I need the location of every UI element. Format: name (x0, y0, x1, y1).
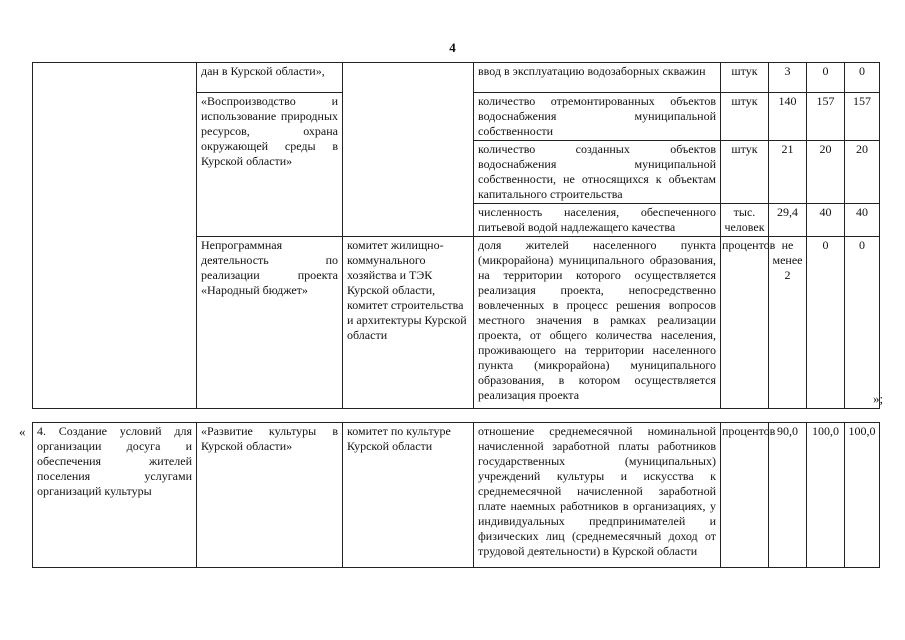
value-cell: не менее 2 (769, 237, 807, 409)
responsible-cell: комитет жилищно-коммунального хозяйства и ТЭК Курской области, комитет строительства и архитектуры Курской области (343, 237, 474, 409)
value-cell: 0 (845, 237, 880, 409)
value-cell: 20 (807, 141, 845, 204)
unit-cell: штук (721, 141, 769, 204)
program-cell: «Развитие культуры в Курской области» (197, 423, 343, 568)
value-cell: 40 (845, 204, 880, 237)
value-cell: 0 (845, 63, 880, 93)
value-cell: 3 (769, 63, 807, 93)
unit-cell: процентов (721, 237, 769, 409)
value-cell: 90,0 (769, 423, 807, 568)
indicator-cell: количество отремонтированных объектов водоснабжения муниципальной собственности (474, 93, 721, 141)
responsible-cell: комитет по культуре Курской области (343, 423, 474, 568)
value-cell: 0 (807, 63, 845, 93)
value-cell: 100,0 (807, 423, 845, 568)
unit-cell: штук (721, 63, 769, 93)
responsible-cell (343, 63, 474, 237)
indicator-cell: численность населения, обеспеченного питьевой водой надлежащего качества (474, 204, 721, 237)
unit-cell: тыс. человек (721, 204, 769, 237)
value-cell: 157 (845, 93, 880, 141)
page-number: 4 (449, 40, 456, 55)
program-cell: Непрограммная деятельность по реализации проекта «Народный бюджет» (197, 237, 343, 409)
goal-cell (33, 63, 197, 409)
table-row (33, 423, 880, 568)
value-cell: 100,0 (845, 423, 880, 568)
program-cell: «Воспроизводство и использование природных ресурсов, охрана окружающей среды в Курской области» (197, 93, 343, 237)
value-cell: 21 (769, 141, 807, 204)
program-cell: дан в Курской области», (197, 63, 343, 93)
indicators-table-continued (32, 62, 880, 409)
opening-quote-mark: « (19, 424, 26, 439)
indicator-cell: количество созданных объектов водоснабжения муниципальной собственности, не относящихся к объектам капитального строительства (474, 141, 721, 204)
closing-quote-mark: »; (873, 391, 884, 406)
value-cell: 157 (807, 93, 845, 141)
indicator-cell: доля жителей населенного пункта (микрорайона) муниципального образования, на территории которого осуществляется реализация проекта, непосредственно вовлеченных в процесс решения вопросов местного значения в рамках реализации проекта, от общего количества населения, проживающего на территории населенного пункта (микрорайона) муниципального образования, в котором осуществляется реализация проекта (474, 237, 721, 409)
indicator-cell: отношение среднемесячной номинальной начисленной заработной платы работников государственных (муниципальных) учреждений культуры и искусства к среднемесячной начисленной заработной плате наемных работников в организациях, у индивидуальных предпринимателей и физических лиц (среднемесячный доход от трудовой деятельности) в Курской области (474, 423, 721, 568)
goal-cell: 4. Создание условий для организации досуга и обеспечения жителей поселения услугами организаций культуры (33, 423, 197, 568)
unit-cell: штук (721, 93, 769, 141)
value-cell: 40 (807, 204, 845, 237)
value-cell: 29,4 (769, 204, 807, 237)
table-row (33, 63, 880, 93)
unit-cell: процентов (721, 423, 769, 568)
value-cell: 0 (807, 237, 845, 409)
indicator-cell: ввод в эксплуатацию водозаборных скважин (474, 63, 721, 93)
indicators-table-new-row (32, 422, 880, 568)
value-cell: 20 (845, 141, 880, 204)
value-cell: 140 (769, 93, 807, 141)
